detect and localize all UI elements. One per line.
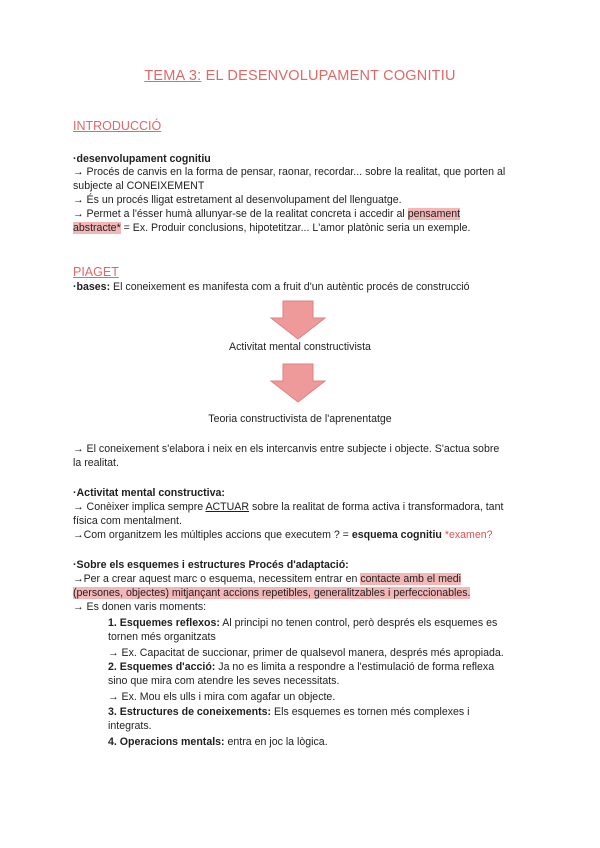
esquemes-highlight-1: contacte amb el medi <box>360 573 462 585</box>
activitat-line-1 <box>73 500 503 514</box>
moment-2 <box>108 660 494 674</box>
flow-step-2: Teoria constructivista de l'aprenentatge <box>208 413 392 425</box>
moment-2-label: 2. Esquemes d'acció: <box>108 661 216 673</box>
moment-3-text: Els esquemes es tornen més complexes i <box>271 706 470 718</box>
piaget-line-2: la realitat. <box>73 457 119 469</box>
esquemes-line-2 <box>73 586 470 600</box>
moment-1-text: Al principi no tenen control, però després els esquemes es <box>219 617 498 629</box>
intro-line-5-text: = Ex. Produir conclusions, hipotetitzar... L'amor platònic seria un exemple. <box>120 222 471 234</box>
esquemes-line-1-a: →Per a crear aquest marc o esquema, necessitem entrar en <box>73 573 361 585</box>
activitat-line-1-b: sobre la realitat de forma activa i transformadora, tant <box>249 501 504 513</box>
flow-arrow-1 <box>270 300 326 340</box>
esquemes-highlight-2: (persones, objectes) mitjançant accions repetibles, generalitzables i perfeccionables. <box>73 587 471 599</box>
title-rest: EL DESENVOLUPAMENT COGNITIU <box>201 68 456 84</box>
esquemes-line-3: → Es donen varis moments: <box>73 601 207 613</box>
intro-highlight-1: pensament <box>407 208 461 220</box>
piaget-bases-text: El coneixement es manifesta com a fruit d'un autèntic procés de construcció <box>110 281 470 293</box>
intro-highlight-2: abstracte* <box>73 222 121 234</box>
activitat-heading: ·Activitat mental constructiva: <box>73 487 225 499</box>
intro-line-5 <box>73 221 470 235</box>
intro-line-2: subjecte al CONEIXEMENT <box>73 180 205 192</box>
piaget-bases <box>73 280 470 294</box>
flow-arrow-2 <box>270 363 326 403</box>
intro-heading: INTRODUCCIÓ <box>73 119 162 133</box>
moment-4-text: entra en joc la lògica. <box>224 736 328 748</box>
title-prefix: TEMA 3: <box>144 68 202 84</box>
intro-line-4 <box>73 207 460 221</box>
page-title <box>0 68 600 84</box>
piaget-bases-label: ·bases: <box>73 281 111 293</box>
moment-2-example: → Ex. Mou els ulls i mira com agafar un objecte. <box>108 691 336 703</box>
intro-line-1: → Procés de canvis en la forma de pensar, raonar, recordar... sobre la realitat, que porten al <box>73 166 506 178</box>
moment-4 <box>108 735 328 749</box>
moment-4-label: 4. Operacions mentals: <box>108 736 225 748</box>
intro-line-4-text: → Permet a l'ésser humà allunyar-se de la realitat concreta i accedir al <box>73 208 408 220</box>
flow-step-1: Activitat mental constructivista <box>229 341 371 353</box>
esquemes-line-1 <box>73 572 461 586</box>
activitat-line-2: física com mentalment. <box>73 515 182 527</box>
moment-2-cont: sino que mira com atendre les seves necessitats. <box>108 675 340 687</box>
activitat-line-1-a: → Conèixer implica sempre <box>73 501 206 513</box>
moment-2-text: Ja no es limita a respondre a l'estimulació de forma reflexa <box>215 661 495 673</box>
moment-3-label: 3. Estructures de coneixements: <box>108 706 272 718</box>
activitat-examen: *examen? <box>441 529 493 541</box>
moment-3-cont: integrats. <box>108 720 152 732</box>
intro-line-3: → És un procés lligat estretament al desenvolupament del llenguatge. <box>73 194 402 206</box>
piaget-line-1: → El coneixement s'elabora i neix en els intercanvis entre subjecte i objecte. S'actua sobre <box>73 443 500 455</box>
activitat-esquema: esquema cognitiu <box>351 529 442 541</box>
moment-1-cont: tornen més organitzats <box>108 631 216 643</box>
piaget-heading: PIAGET <box>73 265 119 279</box>
activitat-line-3-a: →Com organitzem les múltiples accions que executem ? = <box>73 529 352 541</box>
intro-term: ·desenvolupament cognitiu <box>73 153 211 165</box>
moment-3 <box>108 705 470 719</box>
activitat-actuar: ACTUAR <box>205 501 250 513</box>
esquemes-heading: ·Sobre els esquemes i estructures Procés d'adaptació: <box>73 559 349 571</box>
moment-1-example: → Ex. Capacitat de succionar, primer de qualsevol manera, després més apropiada. <box>108 647 504 659</box>
moment-1 <box>108 616 497 630</box>
activitat-line-3 <box>73 528 493 542</box>
moment-1-label: 1. Esquemes reflexos: <box>108 617 220 629</box>
